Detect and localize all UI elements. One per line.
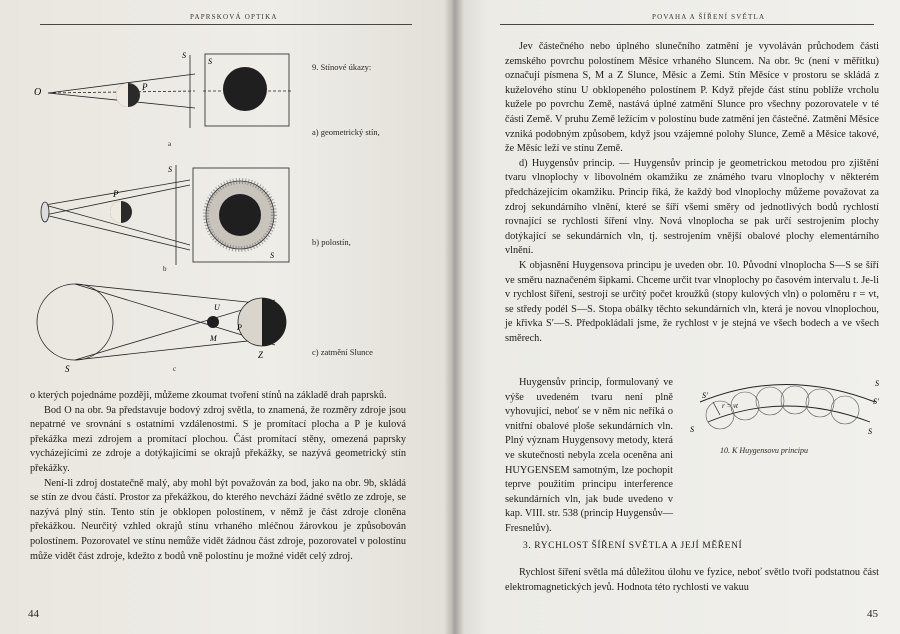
- right-paragraph-3: K objasnění Huygensova principu je uveden obr. 10. Původní vlnoplocha S—S se šíří ve směru naznačeném šipkami. Chceme určit tvar vlnoplochy po časovém intervalu t. Je-li v rychlost šíření, sestrojí se určitý počet kroužků (stopy kulových vln) o poloměru r = vt, se středy podél S—S. Stopa obálky těchto sekundárních vln, která je novou vlnoplochou, je křivka S′—S. Předpokládali jsme, že rychlost v je stejná ve všech bodech a ve všech směrech.: [505, 259, 879, 344]
- fig9a-label-O: O: [34, 87, 42, 98]
- right-paragraph-2: d) Huygensův princip. — Huygensův princip je geometrickou metodou pro zjištění tvaru vlnoplochy v libovolném okamžiku ze známého tvaru vlnoplochy v některém předcházejícím okamžiku. Princip říká, že každý bod vlnoplochy můžeme považovat za zdroj sekundárního vlnění, které se šíří všemi směry od jednotlivých bodů rychlostí rovnající se rychlosti šíření vlny. Nová vlnoplocha se pak určí sestrojením plochy dotýkající se sekundárních vln, tj. sestrojením vnější obalové plochy elementárního vlnění.: [505, 157, 879, 257]
- right-page-number: 45: [867, 608, 878, 620]
- fig10-label-s-prime-right: S′: [873, 397, 879, 406]
- right-paragraph-1: Jev částečného nebo úplného slunečního zatmění je vyvoláván průchodem části zemského povrchu polostínem Měsíce vrhaného Sluncem. Na obr. 9c (není v měřítku) označují písmena S, M a Z Slunce, Měsíc a Zemi. Stín Měsíce v prostoru se skládá z kuželového stínu U obklopeného polostínem P. Když přejde část stínu poblíže vrcholu kužele po povrchu Země, nastává úplné zatmění Slunce pro všechny pozorovatele v té části Země. V pruhu Země ležícím v polostínu bude zatmění jen částečné. Zatmění Měsíce vzniká podobným způsobem, když jsou vzájemné polohy Slunce, Země a Měsíce takové, že Měsíc leží ve stínu Země.: [505, 41, 879, 155]
- section-heading: 3. RYCHLOST ŠÍŘENÍ SVĚTLA A JEJÍ MĚŘENÍ: [523, 541, 743, 551]
- left-paragraph-3: Není-li zdroj dostatečně malý, aby mohl být považován za bod, jako na obr. 9b, skládá se stín ze dvou částí. Prostor za překážkou, do kterého nevchází žádné světlo ze zdroje, se nazývá plný stín. Tento stín je obklopen polostínem, v němž je část zdroje cloněna překážkou. Neurčitý vzhled okrajů stínu vrhaného mléčnou žárovkou je způsobován polostínem. Pozorovatel ve stínu nemůže vidět žádnou část zdroje, pozorovatel v polostínu může vidět část zdroje, kdežto z bodů vně polostínu je možné vidět celý zdroj.: [30, 477, 406, 562]
- fig9-sub-b: b: [163, 265, 167, 273]
- right-running-head: POVAHA A ŠÍŘENÍ SVĚTLA: [652, 13, 766, 21]
- fig9b-lamp: [41, 202, 49, 222]
- fig10-label-r: r = vt: [722, 402, 738, 410]
- fig9c-label-S: S: [65, 364, 70, 374]
- right-header-rule: [500, 24, 874, 25]
- fig9-sub-c: c: [173, 365, 177, 373]
- fig9b-label-S: S: [168, 165, 172, 174]
- fig9-sub-a: a: [168, 140, 172, 148]
- right-paragraph-5: Rychlost šíření světla má důležitou úlohu ve fyzice, neboť světlo tvoří podstatnou část elektromagnetických jevů. Hodnota této rychlosti ve vakuu: [505, 567, 879, 593]
- left-page-number: 44: [28, 608, 39, 620]
- left-paragraph-1: o kterých pojednáme později, můžeme zkoumat tvoření stínů na základě drah paprsků.: [30, 390, 387, 401]
- fig10-new-wavefront: [700, 385, 875, 403]
- fig9c-label-M: M: [210, 334, 217, 343]
- fig9-caption-c: c) zatmění Slunce: [312, 347, 373, 357]
- right-body-text-top: [505, 40, 879, 346]
- fig9b-label-P: P: [113, 189, 119, 199]
- fig10-caption: 10. K Huygensovu principu: [720, 446, 808, 455]
- left-body-text: [30, 389, 406, 564]
- fig9-caption-main: 9. Stínové úkazy:: [312, 62, 372, 72]
- fig10-label-s-prime-left: S′: [702, 391, 708, 400]
- right-body-text-last: [505, 566, 879, 595]
- fig10-label-s-right: S: [868, 427, 872, 436]
- fig9c-label-Z: Z: [258, 350, 264, 360]
- fig9b-label-S-box: S: [270, 251, 274, 260]
- fig9c-label-P: P: [237, 323, 242, 332]
- fig9a-label-S: S: [182, 51, 186, 60]
- right-body-text-fig: [505, 376, 673, 537]
- fig9a-label-P: P: [142, 82, 148, 92]
- left-paragraph-2: Bod O na obr. 9a představuje bodový zdroj světla, to znamená, že rozměry zdroje jsou nepatrné ve srovnání s ostatními vzdálenostmi. S je promítací plocha a P je kulová překážka mezi zdrojem a promítací plochou. Část promítací stěny, omezená paprsky vycházejícími ze zdroje a dotýkajícími se okrajů překážky, se nazývá geometrický stín překážky.: [30, 404, 406, 474]
- fig9-caption-b: b) polostín,: [312, 237, 351, 247]
- fig10-label-s-top-right: S: [875, 379, 879, 388]
- right-paragraph-4: Huygensův princip, formulovaný ve výše uvedeném tvaru není plně vyhovující, neboť se v něm nic neříká o vnitřní obalové ploše sekundárních vln. Plný význam Huygensovy metody, která ve skutečnosti nebyla zcela oceněna ani HUYGENSEM samotným, lze pochopit teprve použitím principu interference sekundárních vln, jak bude uvedeno v kap. VIII. str. 538 (princip Huygensův—Fresnelův).: [505, 377, 673, 534]
- fig9c-label-U: U: [214, 303, 220, 312]
- fig9a-shadow: [223, 67, 267, 111]
- figure-9-diagram: [0, 0, 452, 380]
- fig9c-moon: [207, 316, 219, 328]
- right-page: [452, 0, 900, 634]
- fig9c-sun: [37, 284, 113, 360]
- fig9-caption-a: a) geometrický stín,: [312, 127, 380, 137]
- left-running-head: PAPRSKOVÁ OPTIKA: [190, 13, 278, 21]
- fig9b-umbra: [219, 194, 261, 236]
- fig9a-label-S-box: S: [208, 57, 212, 66]
- fig10-label-s-left: S: [690, 425, 694, 434]
